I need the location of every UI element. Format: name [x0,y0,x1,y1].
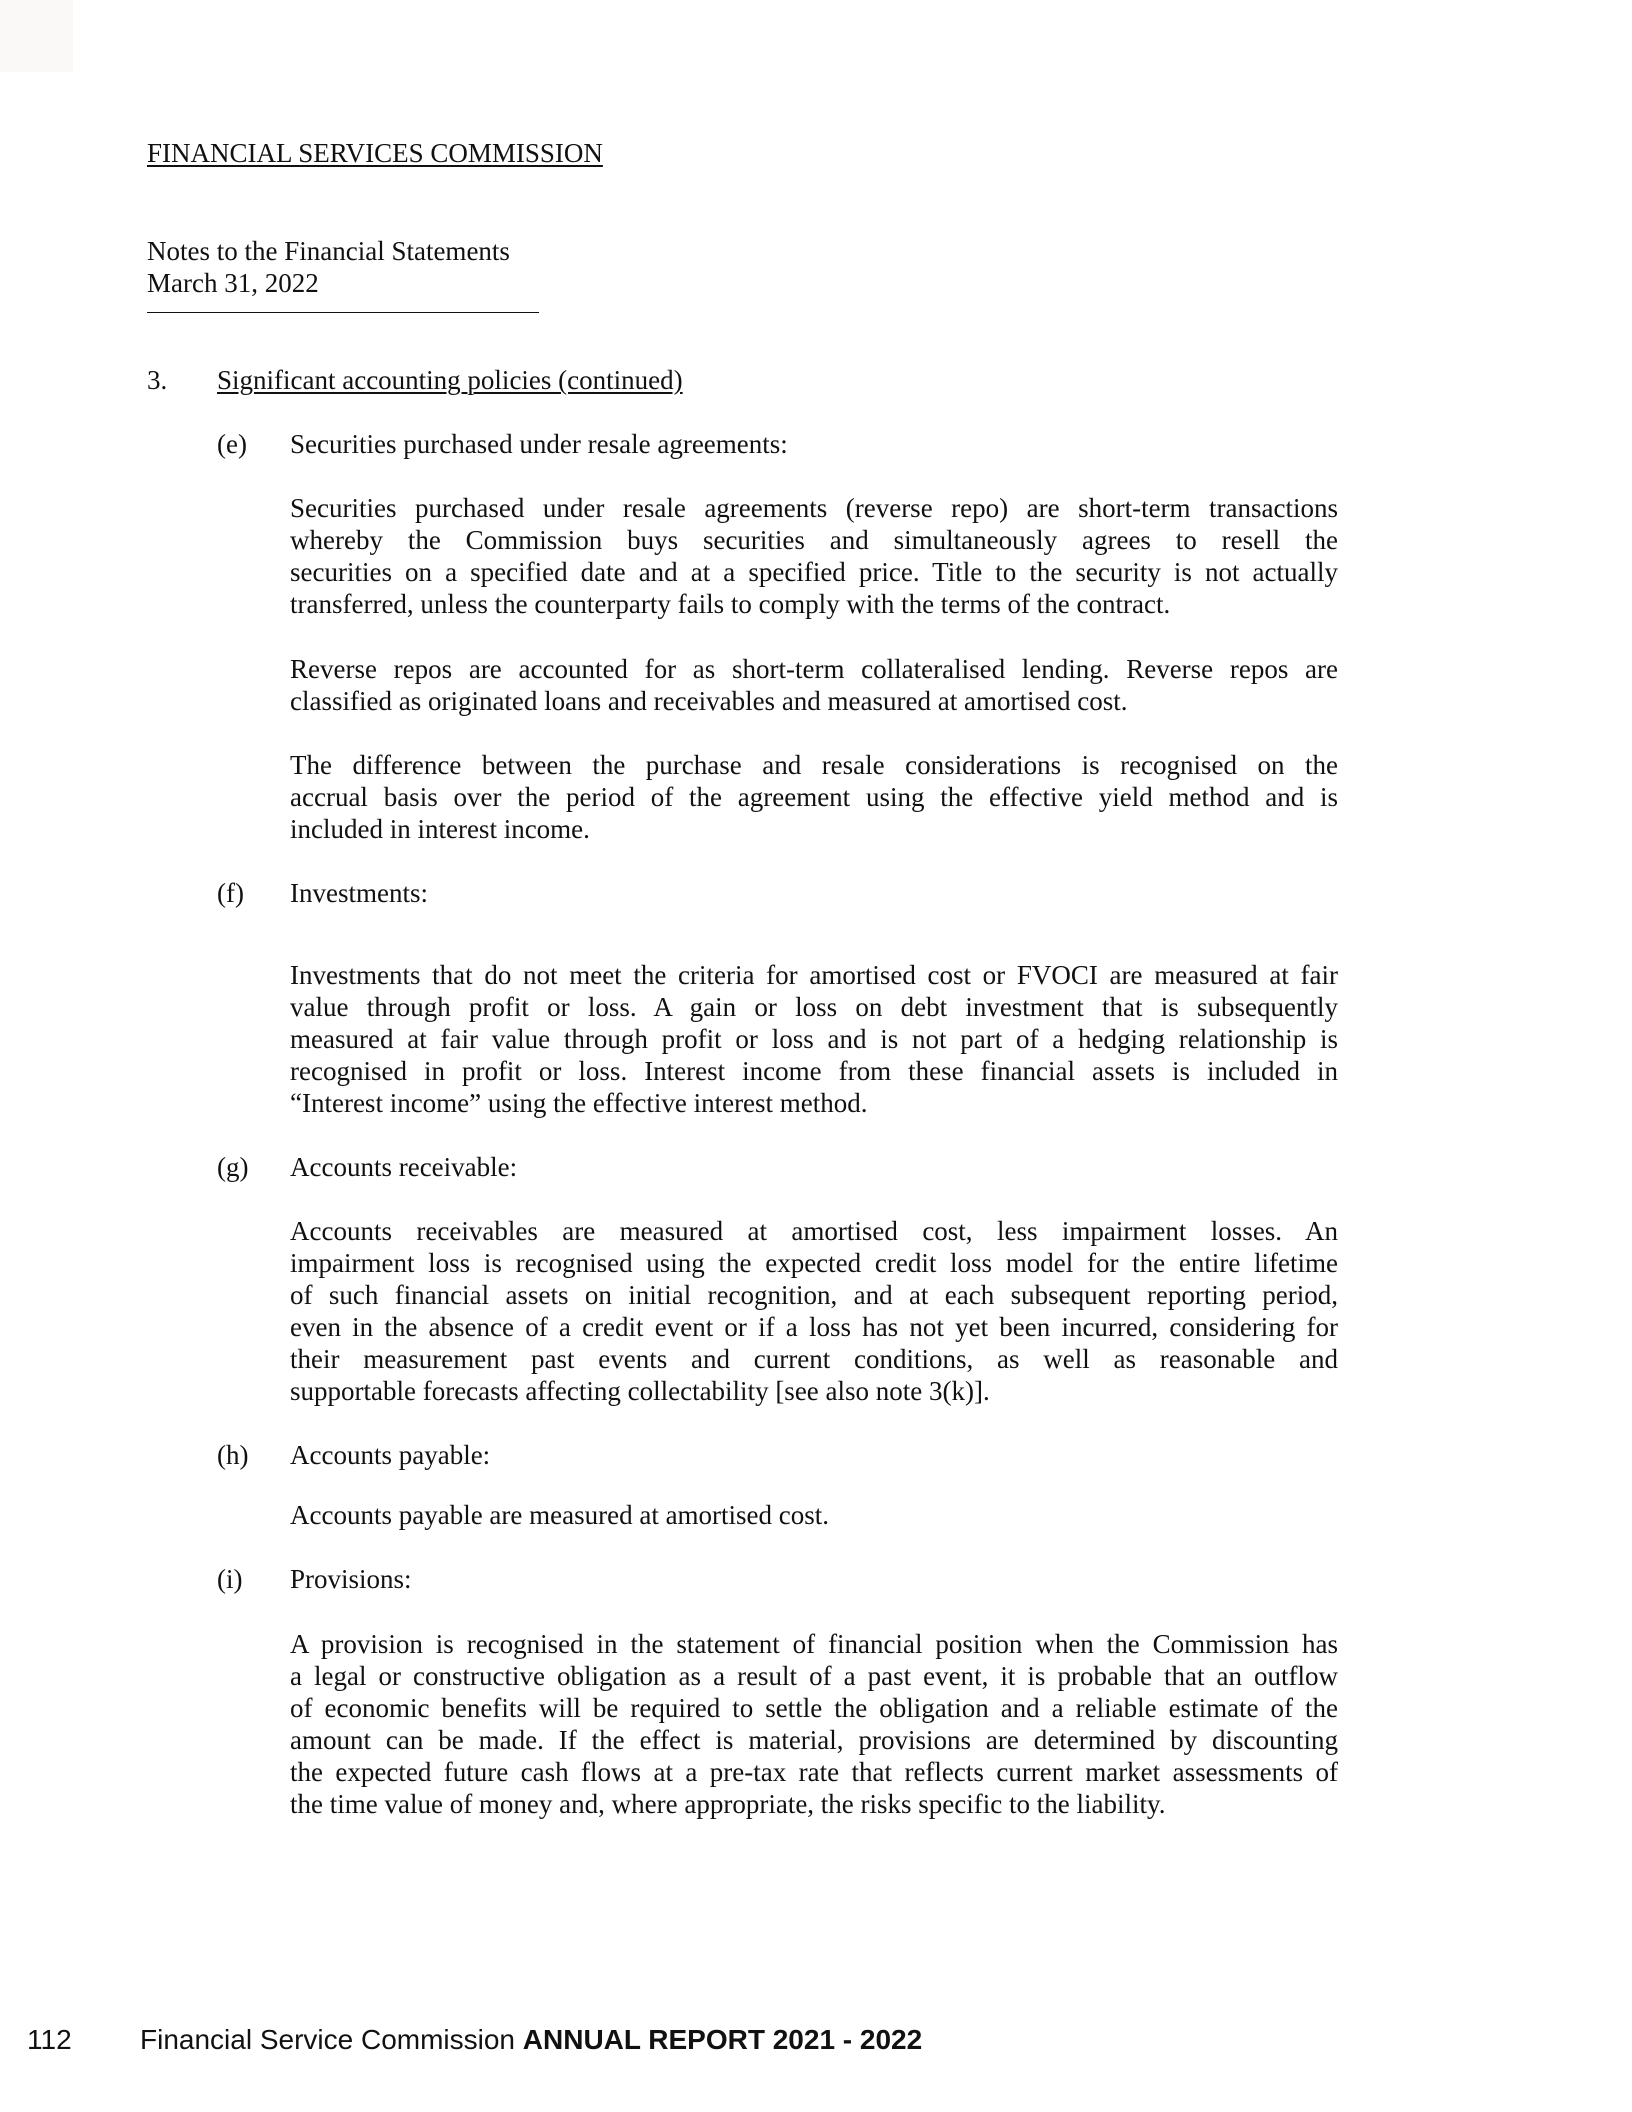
item-letter: (e) [217,429,247,459]
paragraph-line: of economic benefits will be required to settle the obligation and a reliable estimate of the [290,1693,1338,1723]
item-paragraph [290,749,1338,845]
paragraph-line: a legal or constructive obligation as a result of a past event, it is probable that an outflow [290,1661,1338,1691]
item-paragraph [290,492,1338,620]
paragraph-line: A provision is recognised in the statement of financial position when the Commission has [290,1629,1338,1659]
paragraph-line: the expected future cash flows at a pre-tax rate that reflects current market assessments of [290,1757,1338,1787]
organization-title: FINANCIAL SERVICES COMMISSION [147,138,603,168]
paragraph-line: Accounts payable are measured at amortised cost. [290,1500,830,1530]
paragraph-line: securities on a specified date and at a specified price. Title to the security is not actually [290,557,1338,587]
item-paragraph [290,1499,1338,1531]
paragraph-line: “Interest income” using the effective interest method. [290,1088,868,1118]
item-paragraph [290,1628,1338,1820]
section-title: Significant accounting policies (continued) [217,365,683,395]
item-heading: Securities purchased under resale agreements: [290,429,788,459]
paragraph-line: Reverse repos are accounted for as short-term collateralised lending. Reverse repos are [290,654,1338,684]
item-letter: (g) [217,1152,249,1182]
corner-mark [0,0,73,72]
paragraph-line: The difference between the purchase and resale considerations is recognised on the [290,750,1338,780]
notes-subtitle: Notes to the Financial Statements [147,236,510,266]
item-heading: Accounts payable: [290,1440,491,1470]
section-number: 3. [147,365,168,395]
footer-title [140,2022,922,2058]
item-letter: (h) [217,1440,249,1470]
paragraph-line: Investments that do not meet the criteria for amortised cost or FVOCI are measured at fair [290,960,1338,990]
paragraph-line: Accounts receivables are measured at amortised cost, less impairment losses. An [290,1216,1338,1246]
paragraph-line: even in the absence of a credit event or if a loss has not yet been incurred, considering for [290,1312,1338,1342]
item-letter: (i) [217,1564,243,1594]
paragraph-line: included in interest income. [290,814,590,844]
item-letter: (f) [217,878,244,908]
paragraph-line: the time value of money and, where appropriate, the risks specific to the liability. [290,1789,1166,1819]
item-heading: Provisions: [290,1564,412,1594]
paragraph-line: impairment loss is recognised using the expected credit loss model for the entire lifetime [290,1248,1338,1278]
paragraph-line: amount can be made. If the effect is material, provisions are determined by discounting [290,1725,1338,1755]
paragraph-line: recognised in profit or loss. Interest income from these financial assets is included in [290,1056,1338,1086]
paragraph-line: accrual basis over the period of the agreement using the effective yield method and is [290,782,1338,812]
paragraph-line: value through profit or loss. A gain or loss on debt investment that is subsequently [290,992,1338,1022]
item-paragraph [290,959,1338,1119]
paragraph-line: Securities purchased under resale agreements (reverse repo) are short-term transactions [290,493,1338,523]
paragraph-line: supportable forecasts affecting collectability [see also note 3(k)]. [290,1376,990,1406]
page-number: 112 [27,2024,72,2055]
item-heading: Investments: [290,878,428,908]
paragraph-line: measured at fair value through profit or loss and is not part of a hedging relationship is [290,1024,1338,1054]
footer-report: ANNUAL REPORT 2021 - 2022 [522,2024,923,2055]
paragraph-line: of such financial assets on initial recognition, and at each subsequent reporting period, [290,1280,1338,1310]
paragraph-line: classified as originated loans and receivables and measured at amortised cost. [290,686,1128,716]
footer-org: Financial Service Commission [140,2024,516,2055]
paragraph-line: whereby the Commission buys securities and simultaneously agrees to resell the [290,525,1338,555]
item-heading: Accounts receivable: [290,1152,518,1182]
item-paragraph [290,1215,1338,1407]
paragraph-line: transferred, unless the counterparty fails to comply with the terms of the contract. [290,589,1171,619]
item-paragraph [290,653,1338,717]
statement-date: March 31, 2022 [147,268,319,298]
paragraph-line: their measurement past events and current conditions, as well as reasonable and [290,1344,1338,1374]
